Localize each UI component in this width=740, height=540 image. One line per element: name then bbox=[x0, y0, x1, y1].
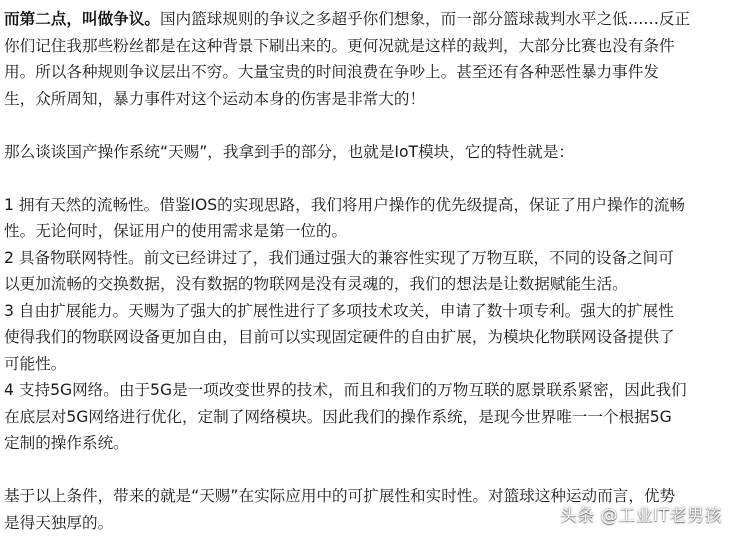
paragraph-gap bbox=[4, 457, 738, 484]
paragraph-gap bbox=[4, 112, 738, 139]
text-line: 基于以上条件，带来的就是“天赐”在实际应用中的可扩展性和实时性。对篮球这种运动而言，优势 bbox=[4, 487, 676, 505]
article-body bbox=[4, 6, 738, 536]
feature-4-line: 在底层对5G网络进行优化，定制了网络模块。因此我们的操作系统，是现今世界唯一一个根据5G bbox=[4, 407, 672, 426]
text-line bbox=[4, 6, 738, 33]
feature-2-line: 以更加流畅的交换数据，没有数据的物联网是没有灵魂的，我们的想法是让数据赋能生活。 bbox=[4, 275, 628, 293]
text-line: 生，众所周知，暴力事件对这个运动本身的伤害是非常大的！ bbox=[4, 89, 426, 108]
text-line: 是得天独厚的。 bbox=[4, 513, 114, 532]
text-line: 用。所以各种规则争议层出不穷。大量宝贵的时间浪费在争吵上。甚至还有各种恶性暴力事件发 bbox=[4, 63, 659, 81]
paragraph-gap bbox=[4, 165, 738, 192]
feature-3-line: 使得我们的物联网设备更加自由，目前可以实现固定硬件的自由扩展，为模块化物联网设备提供了 bbox=[4, 328, 675, 346]
text-span: 国内篮球规则的争议之多超乎你们想象，而一部分篮球裁判水平之低……反正 bbox=[159, 10, 691, 28]
text-line: 那么谈谈国产操作系统“天赐”，我拿到手的部分，也就是IoT模块，它的特性就是： bbox=[4, 142, 575, 161]
section-heading: 而第二点，叫做争议。 bbox=[4, 10, 160, 28]
feature-4-line: 定制的操作系统。 bbox=[4, 434, 129, 452]
feature-4-line: 4 支持5G网络。由于5G是一项改变世界的技术，而且和我们的万物互联的愿景联系紧密，因此我们 bbox=[4, 381, 687, 399]
feature-1-line: 性。无论何时，保证用户的使用需求是第一位的。 bbox=[4, 222, 348, 240]
feature-3-line: 可能性。 bbox=[4, 354, 67, 373]
source-watermark: 头条 @工业IT老男孩 bbox=[559, 506, 722, 526]
feature-1-line: 1 拥有天然的流畅性。借鉴IOS的实现思路，我们将用户操作的优先级提高，保证了用户操作的流畅 bbox=[4, 195, 685, 214]
feature-2-line: 2 具备物联网特性。前文已经讲过了，我们通过强大的兼容性实现了万物互联，不同的设备之间可 bbox=[4, 248, 674, 267]
text-line: 你们记住我那些粉丝都是在这种背景下刷出来的。更何况就是这样的裁判，大部分比赛也没有条件 bbox=[4, 36, 675, 55]
paragraph-controversy bbox=[4, 6, 738, 112]
paragraph-intro-os bbox=[4, 139, 738, 166]
feature-3-line: 3 自由扩展能力。天赐为了强大的扩展性进行了多项技术攻关，申请了数十项专利。强大的扩展性 bbox=[4, 301, 674, 320]
paragraph-features bbox=[4, 192, 738, 457]
